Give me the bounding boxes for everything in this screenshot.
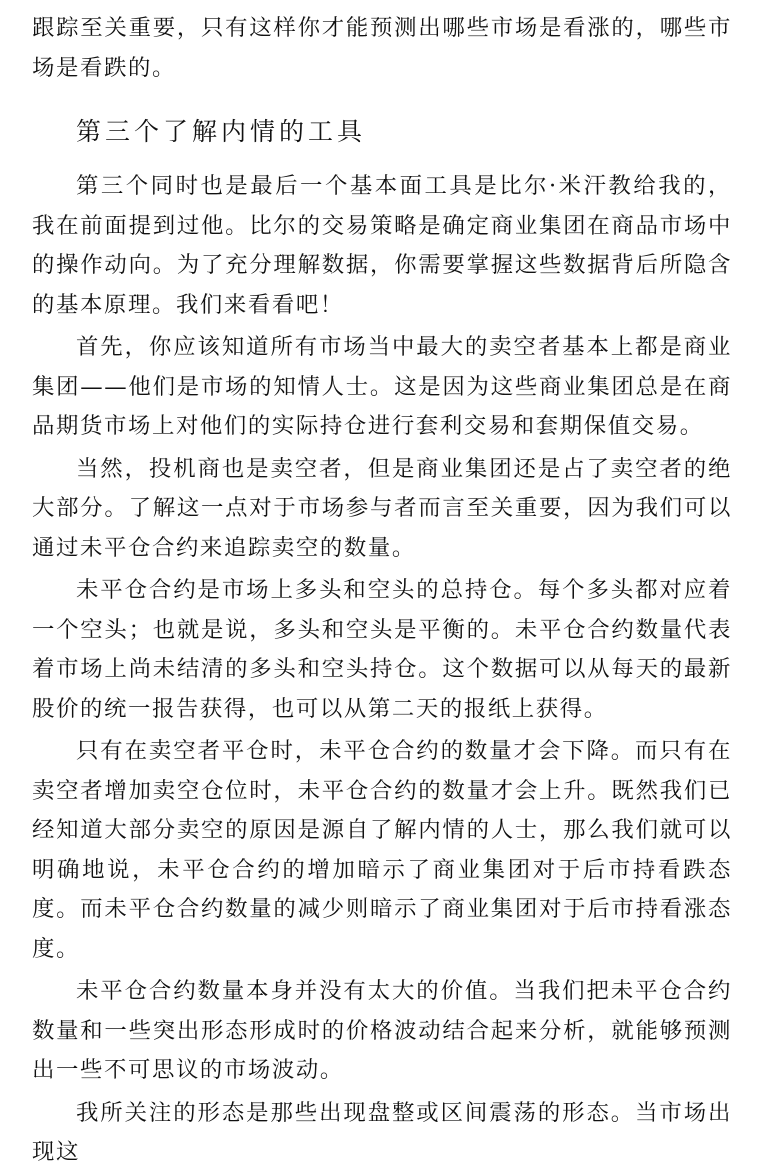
- book-page: [0, 9, 758, 1169]
- paragraph-6: 未平仓合约数量本身并没有太大的价值。当我们把未平仓合约数量和一些突出形态形成时的价格波动结合起来分析，就能够预测出一些不可思议的市场波动。: [32, 978, 732, 1083]
- paragraph-7: 我所关注的形态是那些出现盘整或区间震荡的形态。当市场出现这: [32, 1099, 732, 1165]
- lead-paragraph: 跟踪至关重要，只有这样你才能预测出哪些市场是看涨的，哪些市场是看跌的。: [32, 15, 732, 81]
- paragraph-2: 首先，你应该知道所有市场当中最大的卖空者基本上都是商业集团——他们是市场的知情人士。这是因为这些商业集团总是在商品期货市场上对他们的实际持仓进行套利交易和套期保值交易。: [32, 334, 732, 439]
- paragraph-3: 当然，投机商也是卖空者，但是商业集团还是占了卖空者的绝大部分。了解这一点对于市场参与者而言至关重要，因为我们可以通过未平仓合约来追踪卖空的数量。: [32, 455, 732, 561]
- paragraph-1: 第三个同时也是最后一个基本面工具是比尔·米汗教给我的，我在前面提到过他。比尔的交易策略是确定商业集团在商品市场中的操作动向。为了充分理解数据，你需要掌握这些数据背后所隐含的基本原理。我们来看看吧！: [32, 173, 732, 318]
- section-heading: 第三个了解内情的工具: [76, 117, 367, 146]
- paragraph-5: 只有在卖空者平仓时，未平仓合约的数量才会下降。而只有在卖空者增加卖空仓位时，未平仓合约的数量才会上升。既然我们已经知道大部分卖空的原因是源自了解内情的人士，那么我们就可以明确地说，未平仓合约的增加暗示了商业集团对于后市持看跌态度。而未平仓合约数量的减少则暗示了商业集团对于后市持看涨态度。: [32, 738, 732, 962]
- paragraph-4: 未平仓合约是市场上多头和空头的总持仓。每个多头都对应着一个空头；也就是说，多头和空头是平衡的。未平仓合约数量代表着市场上尚未结清的多头和空头持仓。这个数据可以从每天的最新股价的统一报告获得，也可以从第二天的报纸上获得。: [32, 577, 732, 722]
